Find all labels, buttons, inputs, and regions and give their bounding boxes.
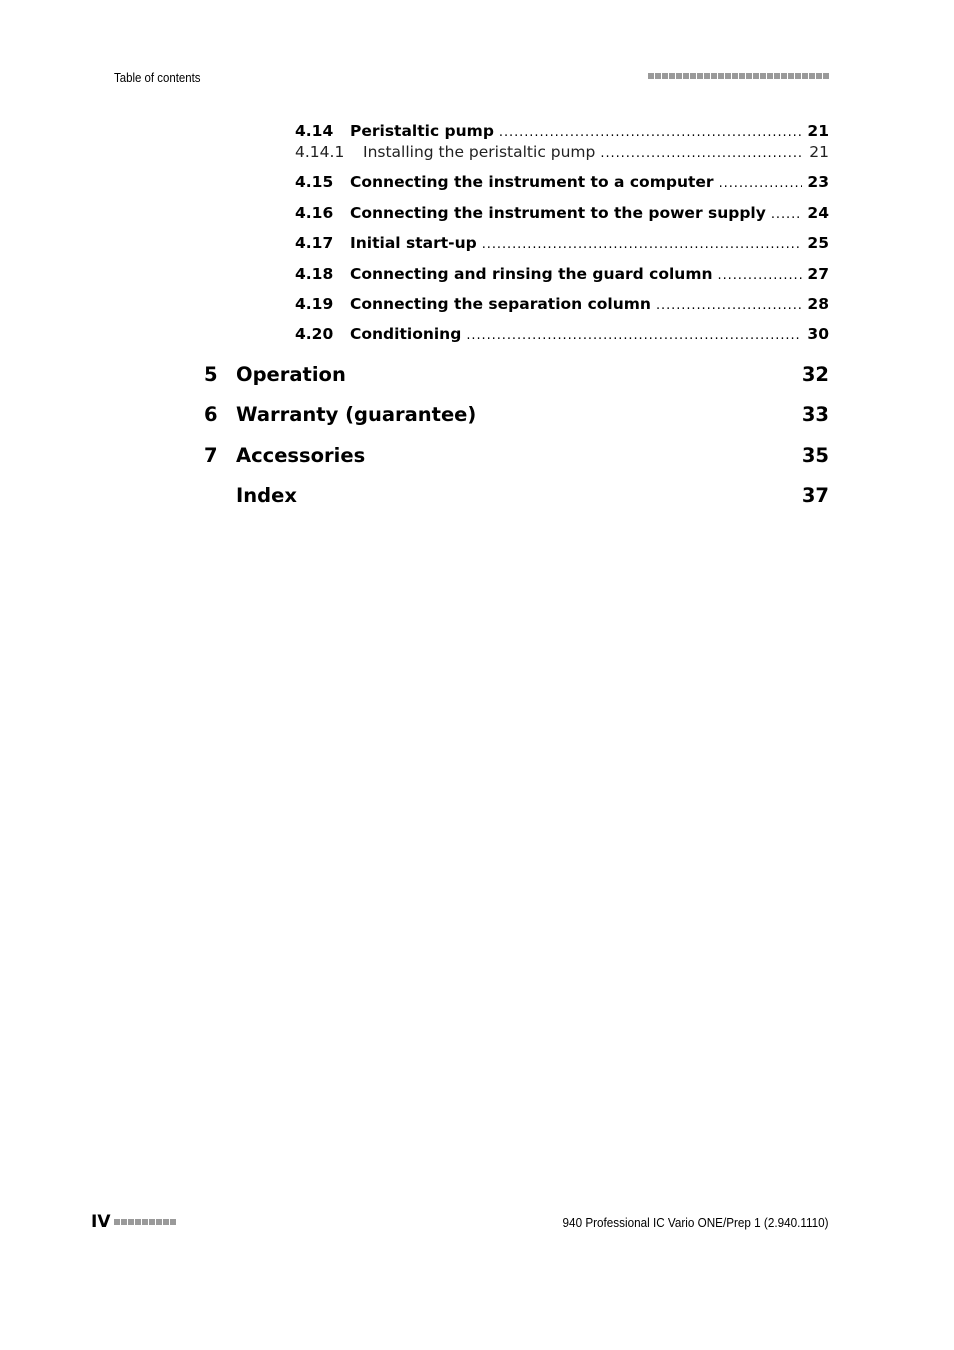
toc-entry-page: 24 [807,204,829,222]
toc-chapter-number: 6 [204,403,218,426]
dot-leader [771,207,803,222]
dot-leader [466,328,802,343]
footer-document-title: 940 Professional IC Vario ONE/Prep 1 (2.940.1110) [563,1215,829,1230]
toc-entry-4-20[interactable] [295,325,829,345]
toc-entry-title: Connecting the separation column [350,295,651,313]
toc-chapter-7[interactable] [204,444,829,470]
toc-entry-4-16[interactable] [295,204,829,224]
footer-decorative-squares [114,1219,176,1225]
toc-chapter-number: 5 [204,363,218,386]
dot-leader [719,176,803,191]
toc-entry-4-14-1[interactable] [295,143,829,163]
toc-entry-page: 27 [807,265,829,283]
toc-entry-4-18[interactable] [295,265,829,285]
toc-entry-number: 4.15 [295,173,334,191]
dot-leader [600,146,804,161]
header-decorative-squares [648,73,829,79]
toc-entry-title: Conditioning [350,325,462,343]
toc-entry-number: 4.18 [295,265,334,283]
toc-entry-number: 4.16 [295,204,334,222]
toc-entry-title: Peristaltic pump [350,122,494,140]
toc-entry-4-19[interactable] [295,295,829,315]
dot-leader [656,298,802,313]
toc-chapter-index[interactable] [204,484,829,510]
toc-entry-number: 4.20 [295,325,334,343]
toc-entry-page: 21 [807,122,829,140]
toc-chapter-page: 35 [801,444,829,467]
toc-chapter-page: 32 [801,363,829,386]
dot-leader [499,125,803,140]
toc-entry-page: 23 [807,173,829,191]
toc-chapter-page: 33 [801,403,829,426]
toc-entry-number: 4.14 [295,122,334,140]
toc-entry-title: Connecting and rinsing the guard column [350,265,713,283]
toc-chapter-title: Operation [236,363,346,386]
running-header-title: Table of contents [114,70,201,85]
toc-entry-page: 30 [807,325,829,343]
toc-chapter-page: 37 [801,484,829,507]
footer-page-number: IV [91,1212,111,1232]
toc-entry-number: 4.14.1 [295,143,345,161]
toc-entry-number: 4.19 [295,295,334,313]
toc-entry-4-14[interactable] [295,122,829,142]
toc-entry-title: Installing the peristaltic pump [363,143,596,161]
toc-entry-number: 4.17 [295,234,334,252]
dot-leader [482,237,803,252]
toc-entry-4-15[interactable] [295,173,829,193]
toc-entry-4-17[interactable] [295,234,829,254]
toc-entry-title: Initial start-up [350,234,477,252]
toc-chapter-5[interactable] [204,363,829,389]
toc-chapter-title: Accessories [236,444,366,467]
toc-entry-title: Connecting the instrument to a computer [350,173,714,191]
toc-entry-page: 28 [807,295,829,313]
toc-entry-page: 21 [809,143,829,161]
toc-chapter-title: Warranty (guarantee) [236,403,477,426]
toc-chapter-6[interactable] [204,403,829,429]
dot-leader [718,268,803,283]
toc-entry-title: Connecting the instrument to the power supply [350,204,766,222]
toc-chapter-number: 7 [204,444,218,467]
toc-chapter-title: Index [236,484,297,507]
toc-entry-page: 25 [807,234,829,252]
